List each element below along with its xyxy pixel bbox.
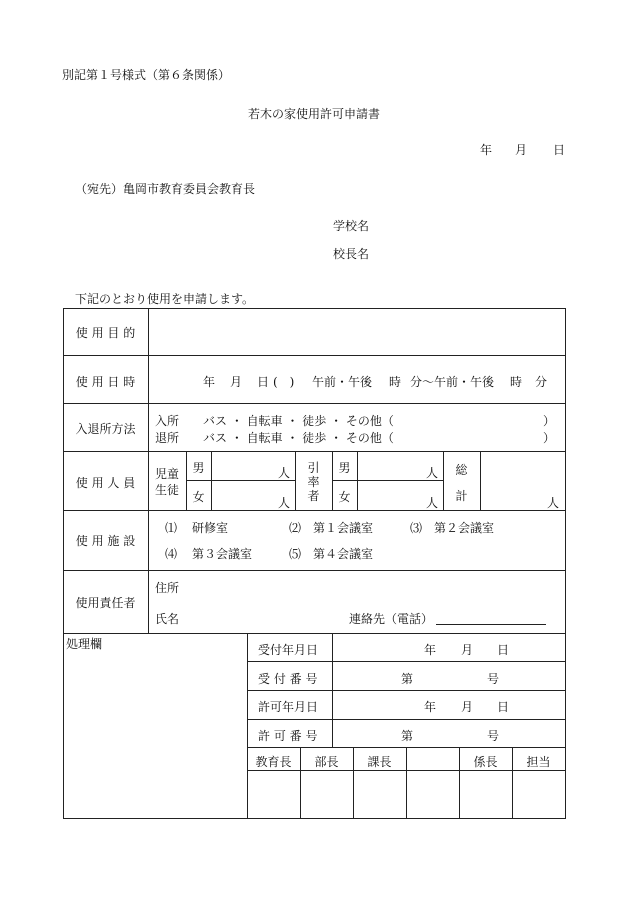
students-female-label: 女 <box>192 490 205 504</box>
students-male-label: 男 <box>192 461 205 475</box>
entry-close-paren: ） <box>543 414 556 428</box>
permit-day: 日 <box>497 700 510 714</box>
students-label-line1: 児童 <box>154 467 179 481</box>
receipt-number-label: 受 付 番 号 <box>258 672 318 686</box>
date-month: 月 <box>515 143 528 157</box>
responsible-label: 使用責任者 <box>75 596 136 610</box>
facility-num: ⑴ <box>165 521 178 535</box>
permit-month: 月 <box>461 700 474 714</box>
permit-go: 号 <box>487 729 500 743</box>
receipt-dai: 第 <box>401 672 414 686</box>
stamp-header-superintendent: 教育長 <box>255 755 292 769</box>
exit-close-paren: ） <box>543 431 556 445</box>
facility-name: 研修室 <box>192 521 229 535</box>
school-name-label: 学校名 <box>333 219 370 233</box>
facility-name: 第２会議室 <box>434 521 495 535</box>
users-label: 使 用 人 員 <box>75 476 136 490</box>
receipt-year: 年 <box>424 643 437 657</box>
facility-name: 第４会議室 <box>313 547 374 561</box>
processing-row-divider <box>247 661 566 662</box>
form-number: 別記第１号様式（第６条関係） <box>62 68 231 82</box>
entry-label: 入所 <box>155 414 180 428</box>
total-label-char1: 総 <box>455 463 468 477</box>
purpose-field[interactable] <box>150 310 563 354</box>
permit-date-label: 許可年月日 <box>258 700 319 714</box>
facility-num: ⑸ <box>289 547 302 561</box>
leaders-label-char2: 率 <box>307 475 320 489</box>
total-unit: 人 <box>547 496 560 510</box>
stamp-header-section-chief: 課長 <box>367 755 392 769</box>
principal-name-label: 校長名 <box>333 247 370 261</box>
datetime-label: 使 用 日 時 <box>75 375 136 389</box>
datetime-ampm-start: 午前・午後 <box>312 375 373 389</box>
facilities-label: 使 用 施 設 <box>75 534 136 548</box>
entry-exit-label: 入退所方法 <box>75 422 136 436</box>
exit-options[interactable]: バス ・ 自転車 ・ 徒歩 ・ その他（ <box>203 431 394 445</box>
row-divider <box>63 403 566 404</box>
name-label: 氏名 <box>155 612 180 626</box>
contact-label: 連絡先（電話） <box>349 612 434 626</box>
row-divider <box>63 510 566 511</box>
receipt-month: 月 <box>461 643 474 657</box>
stamp-header-director: 部長 <box>314 755 339 769</box>
phone-field[interactable] <box>436 610 546 625</box>
facility-num: ⑵ <box>289 521 302 535</box>
leaders-label-char3: 者 <box>307 489 320 503</box>
processing-label: 処理欄 <box>66 637 103 651</box>
exit-label: 退所 <box>155 431 180 445</box>
facility-name: 第１会議室 <box>313 521 374 535</box>
facility-num: ⑷ <box>165 547 178 561</box>
datetime-weekday: ( ) <box>273 375 295 389</box>
permit-number-label: 許 可 番 号 <box>258 729 318 743</box>
stamp-header-staff: 担当 <box>526 755 551 769</box>
leaders-male-label: 男 <box>338 461 351 475</box>
students-female-unit: 人 <box>278 496 291 510</box>
entry-options[interactable]: バス ・ 自転車 ・ 徒歩 ・ その他（ <box>203 414 394 428</box>
stamp-header-subsection-chief: 係長 <box>473 755 498 769</box>
datetime-minute-start-to: 分〜午前・午後 <box>410 375 495 389</box>
leaders-male-unit: 人 <box>426 466 439 480</box>
date-day: 日 <box>553 143 566 157</box>
document-title: 若木の家使用許可申請書 <box>248 107 381 121</box>
row-divider <box>63 451 566 452</box>
permit-year: 年 <box>424 700 437 714</box>
facility-num: ⑶ <box>410 521 423 535</box>
students-label-line2: 生徒 <box>154 483 179 497</box>
permit-dai: 第 <box>401 729 414 743</box>
receipt-go: 号 <box>487 672 500 686</box>
row-divider <box>63 355 566 356</box>
row-divider <box>63 570 566 571</box>
table-border-bottom <box>63 818 566 819</box>
table-border-right <box>565 308 566 818</box>
datetime-hour-start: 時 <box>389 375 402 389</box>
date-year: 年 <box>480 143 493 157</box>
datetime-minute-end: 分 <box>535 375 548 389</box>
receipt-date-label: 受付年月日 <box>258 643 319 657</box>
stamp-divider <box>406 747 407 818</box>
datetime-month: 月 <box>230 375 243 389</box>
leaders-female-unit: 人 <box>426 496 439 510</box>
address-label: 住所 <box>155 581 180 595</box>
row-divider <box>63 633 566 634</box>
addressee: （宛先）亀岡市教育委員会教育長 <box>75 182 256 196</box>
receipt-day: 日 <box>497 643 510 657</box>
leaders-female-label: 女 <box>338 490 351 504</box>
intro-text: 下記のとおり使用を申請します。 <box>75 292 255 306</box>
users-divider <box>480 451 481 510</box>
total-label-char2: 計 <box>455 489 468 503</box>
processing-row-divider <box>247 690 566 691</box>
datetime-hour-end: 時 <box>510 375 523 389</box>
datetime-year: 年 <box>203 375 216 389</box>
table-border-top <box>63 308 566 309</box>
processing-row-divider <box>247 719 566 720</box>
datetime-day: 日 <box>257 375 270 389</box>
purpose-label: 使 用 目 的 <box>75 326 136 340</box>
facility-name: 第３会議室 <box>192 547 253 561</box>
students-male-unit: 人 <box>278 466 291 480</box>
leaders-label-char1: 引 <box>307 461 320 475</box>
